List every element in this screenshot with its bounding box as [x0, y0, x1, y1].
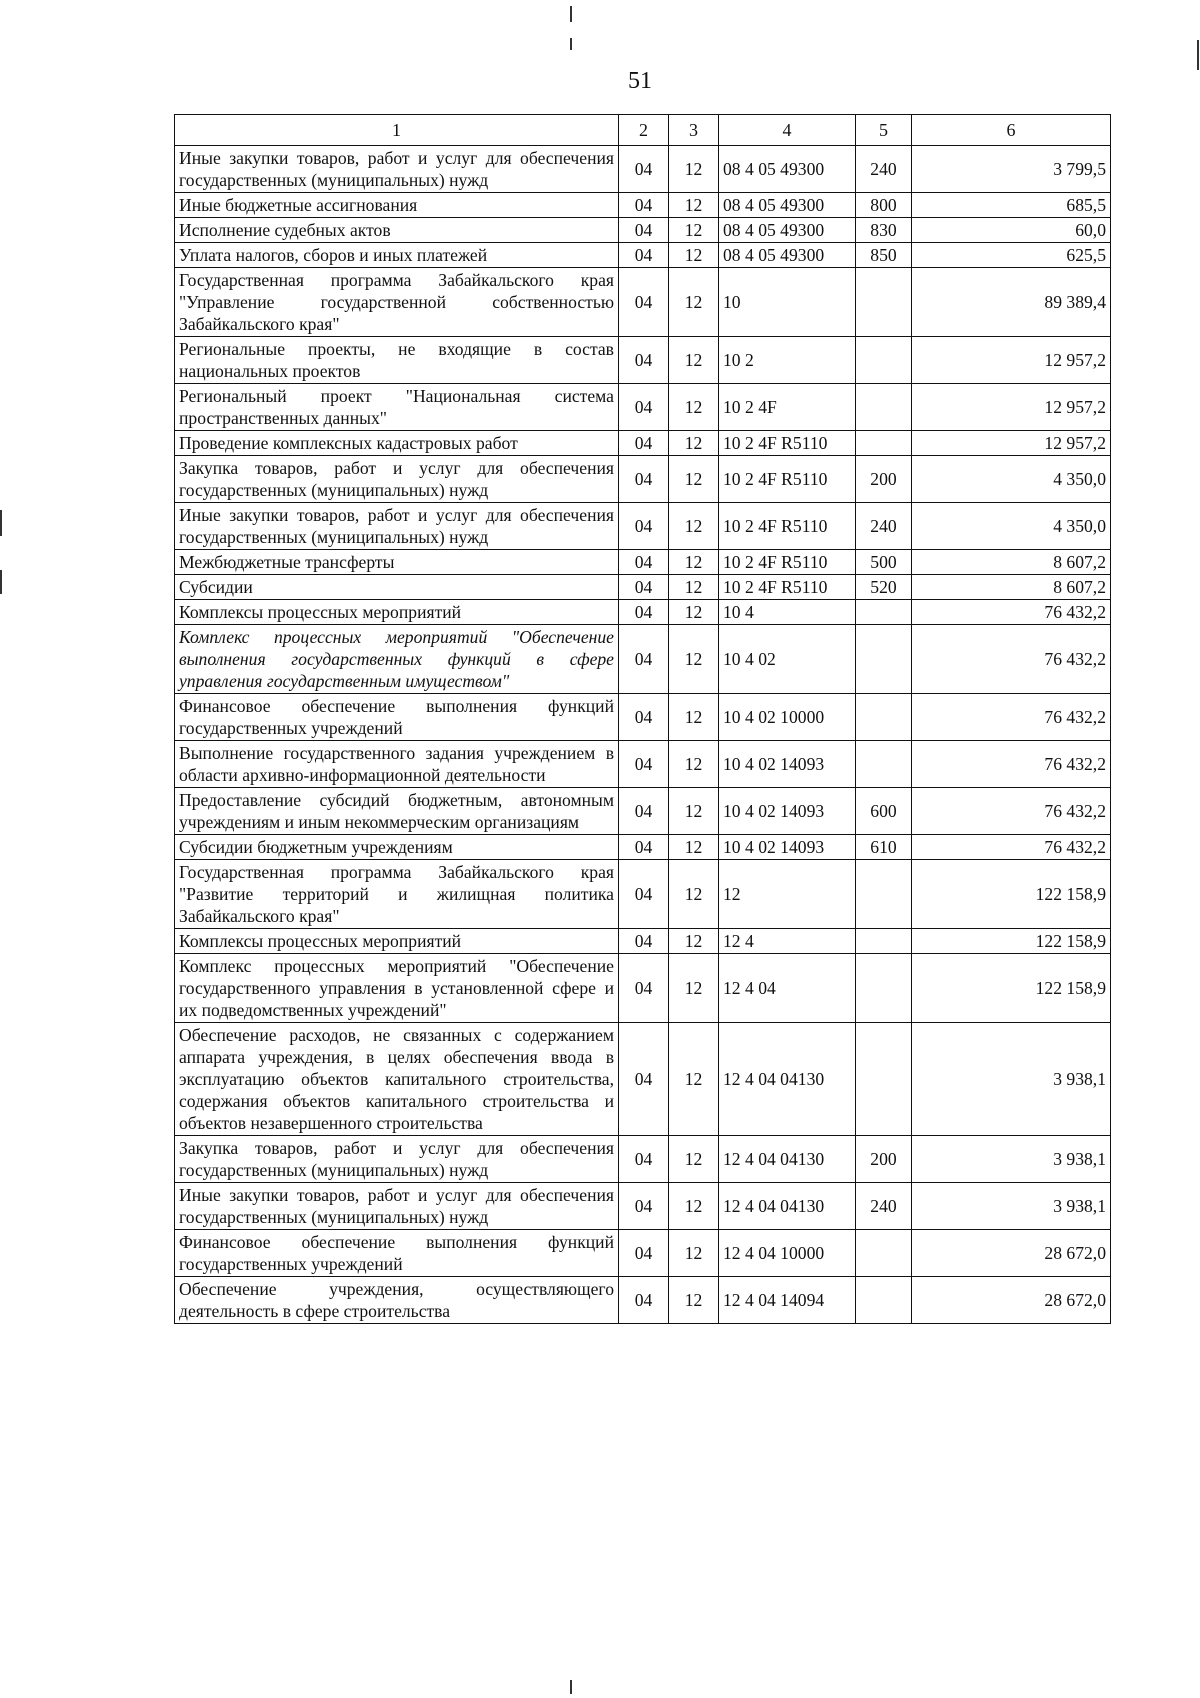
budget-table: [174, 114, 1111, 1324]
row-name-cell: Субсидии: [175, 575, 619, 600]
row-name-cell: Субсидии бюджетным учреждениям: [175, 835, 619, 860]
table-row: [175, 1230, 1111, 1277]
row-name-cell: Иные закупки товаров, работ и услуг для обеспечения государственных (муниципальных) нужд: [175, 146, 619, 193]
row-name-cell: Государственная программа Забайкальского края "Развитие территорий и жилищная политика Забайкальского края": [175, 860, 619, 929]
section-code-cell: 04: [619, 268, 669, 337]
table-row: [175, 575, 1111, 600]
table-row: [175, 1183, 1111, 1230]
table-row: [175, 929, 1111, 954]
expense-type-cell: [856, 1023, 912, 1136]
section-code-cell: 04: [619, 788, 669, 835]
header-col-6: 6: [912, 115, 1111, 146]
page-number: 51: [628, 68, 652, 94]
amount-cell: 4 350,0: [912, 456, 1111, 503]
table-row: [175, 268, 1111, 337]
target-article-cell: 12 4: [719, 929, 856, 954]
target-article-cell: 10 2 4F: [719, 384, 856, 431]
table-row: [175, 550, 1111, 575]
target-article-cell: 10 4 02 14093: [719, 835, 856, 860]
target-article-cell: 10 2: [719, 337, 856, 384]
section-code-cell: 04: [619, 1277, 669, 1324]
amount-cell: 28 672,0: [912, 1230, 1111, 1277]
row-name-cell: Обеспечение учреждения, осуществляющего деятельность в сфере строительства: [175, 1277, 619, 1324]
table-row: [175, 193, 1111, 218]
row-name-cell: Финансовое обеспечение выполнения функций государственных учреждений: [175, 694, 619, 741]
amount-cell: 12 957,2: [912, 431, 1111, 456]
subsection-code-cell: 12: [669, 600, 719, 625]
target-article-cell: 12 4 04 14094: [719, 1277, 856, 1324]
table-row: [175, 788, 1111, 835]
subsection-code-cell: 12: [669, 243, 719, 268]
target-article-cell: 10 2 4F R5110: [719, 575, 856, 600]
subsection-code-cell: 12: [669, 741, 719, 788]
section-code-cell: 04: [619, 431, 669, 456]
expense-type-cell: 200: [856, 1136, 912, 1183]
section-code-cell: 04: [619, 384, 669, 431]
target-article-cell: 12: [719, 860, 856, 929]
amount-cell: 76 432,2: [912, 625, 1111, 694]
row-name-cell: Комплексы процессных мероприятий: [175, 929, 619, 954]
expense-type-cell: [856, 268, 912, 337]
target-article-cell: 10 4: [719, 600, 856, 625]
target-article-cell: 10 4 02 10000: [719, 694, 856, 741]
amount-cell: 12 957,2: [912, 337, 1111, 384]
section-code-cell: 04: [619, 625, 669, 694]
section-code-cell: 04: [619, 860, 669, 929]
expense-type-cell: 830: [856, 218, 912, 243]
table-row: [175, 337, 1111, 384]
amount-cell: 3 799,5: [912, 146, 1111, 193]
expense-type-cell: 520: [856, 575, 912, 600]
subsection-code-cell: 12: [669, 456, 719, 503]
expense-type-cell: [856, 954, 912, 1023]
target-article-cell: 10 4 02 14093: [719, 788, 856, 835]
amount-cell: 76 432,2: [912, 835, 1111, 860]
subsection-code-cell: 12: [669, 1136, 719, 1183]
table-row: [175, 243, 1111, 268]
section-code-cell: 04: [619, 741, 669, 788]
target-article-cell: 10 2 4F R5110: [719, 456, 856, 503]
expense-type-cell: 800: [856, 193, 912, 218]
amount-cell: 8 607,2: [912, 550, 1111, 575]
expense-type-cell: 610: [856, 835, 912, 860]
table-header-row: [175, 115, 1111, 146]
amount-cell: 685,5: [912, 193, 1111, 218]
amount-cell: 4 350,0: [912, 503, 1111, 550]
subsection-code-cell: 12: [669, 503, 719, 550]
amount-cell: 625,5: [912, 243, 1111, 268]
row-name-cell: Иные бюджетные ассигнования: [175, 193, 619, 218]
scan-mark-right: [1197, 40, 1199, 70]
row-name-cell: Комплекс процессных мероприятий "Обеспечение государственного управления в установленной сфере и их подведомственных учреждений": [175, 954, 619, 1023]
target-article-cell: 08 4 05 49300: [719, 146, 856, 193]
row-name-cell: Выполнение государственного задания учреждением в области архивно-информационной деятельности: [175, 741, 619, 788]
subsection-code-cell: 12: [669, 431, 719, 456]
section-code-cell: 04: [619, 337, 669, 384]
scan-mark-left-2: [0, 570, 2, 594]
table-row: [175, 625, 1111, 694]
table-row: [175, 860, 1111, 929]
table-row: [175, 146, 1111, 193]
amount-cell: 8 607,2: [912, 575, 1111, 600]
target-article-cell: 10 4 02 14093: [719, 741, 856, 788]
row-name-cell: Исполнение судебных актов: [175, 218, 619, 243]
section-code-cell: 04: [619, 694, 669, 741]
target-article-cell: 12 4 04 04130: [719, 1136, 856, 1183]
expense-type-cell: [856, 625, 912, 694]
expense-type-cell: 850: [856, 243, 912, 268]
section-code-cell: 04: [619, 929, 669, 954]
table-row: [175, 741, 1111, 788]
amount-cell: 3 938,1: [912, 1023, 1111, 1136]
amount-cell: 3 938,1: [912, 1136, 1111, 1183]
amount-cell: 89 389,4: [912, 268, 1111, 337]
target-article-cell: 10 2 4F R5110: [719, 503, 856, 550]
target-article-cell: 10 2 4F R5110: [719, 431, 856, 456]
row-name-cell: Государственная программа Забайкальского края "Управление государственной собственностью Забайкальского края": [175, 268, 619, 337]
row-name-cell: Региональный проект "Национальная система пространственных данных": [175, 384, 619, 431]
header-col-5: 5: [856, 115, 912, 146]
section-code-cell: 04: [619, 146, 669, 193]
table-row: [175, 835, 1111, 860]
subsection-code-cell: 12: [669, 550, 719, 575]
amount-cell: 76 432,2: [912, 741, 1111, 788]
subsection-code-cell: 12: [669, 694, 719, 741]
table-row: [175, 1136, 1111, 1183]
section-code-cell: 04: [619, 1183, 669, 1230]
table-row: [175, 1023, 1111, 1136]
subsection-code-cell: 12: [669, 929, 719, 954]
header-col-1: 1: [175, 115, 619, 146]
target-article-cell: 10 2 4F R5110: [719, 550, 856, 575]
target-article-cell: 12 4 04: [719, 954, 856, 1023]
table-row: [175, 218, 1111, 243]
row-name-cell: Комплексы процессных мероприятий: [175, 600, 619, 625]
table-row: [175, 954, 1111, 1023]
subsection-code-cell: 12: [669, 1230, 719, 1277]
amount-cell: 122 158,9: [912, 954, 1111, 1023]
expense-type-cell: [856, 384, 912, 431]
scan-mark-bottom: [570, 1680, 572, 1694]
subsection-code-cell: 12: [669, 384, 719, 431]
target-article-cell: 08 4 05 49300: [719, 243, 856, 268]
header-col-4: 4: [719, 115, 856, 146]
row-name-cell: Межбюджетные трансферты: [175, 550, 619, 575]
expense-type-cell: 240: [856, 1183, 912, 1230]
expense-type-cell: 240: [856, 503, 912, 550]
section-code-cell: 04: [619, 218, 669, 243]
row-name-cell: Уплата налогов, сборов и иных платежей: [175, 243, 619, 268]
subsection-code-cell: 12: [669, 268, 719, 337]
amount-cell: 122 158,9: [912, 860, 1111, 929]
amount-cell: 76 432,2: [912, 788, 1111, 835]
amount-cell: 28 672,0: [912, 1277, 1111, 1324]
row-name-cell: Комплекс процессных мероприятий "Обеспечение выполнения государственных функций в сфере управления государственным имуществом": [175, 625, 619, 694]
subsection-code-cell: 12: [669, 1277, 719, 1324]
row-name-cell: Закупка товаров, работ и услуг для обеспечения государственных (муниципальных) нужд: [175, 456, 619, 503]
subsection-code-cell: 12: [669, 337, 719, 384]
row-name-cell: Региональные проекты, не входящие в состав национальных проектов: [175, 337, 619, 384]
target-article-cell: 12 4 04 04130: [719, 1023, 856, 1136]
amount-cell: 3 938,1: [912, 1183, 1111, 1230]
row-name-cell: Обеспечение расходов, не связанных с содержанием аппарата учреждения, в целях обеспечения ввода в эксплуатацию объектов капитального строительства, содержания объектов капитального строительства и объектов незавершенного строительства: [175, 1023, 619, 1136]
expense-type-cell: [856, 1230, 912, 1277]
row-name-cell: Иные закупки товаров, работ и услуг для обеспечения государственных (муниципальных) нужд: [175, 503, 619, 550]
table-body: [175, 146, 1111, 1324]
expense-type-cell: [856, 431, 912, 456]
subsection-code-cell: 12: [669, 625, 719, 694]
section-code-cell: 04: [619, 1230, 669, 1277]
expense-type-cell: 500: [856, 550, 912, 575]
row-name-cell: Проведение комплексных кадастровых работ: [175, 431, 619, 456]
expense-type-cell: [856, 694, 912, 741]
amount-cell: 76 432,2: [912, 694, 1111, 741]
expense-type-cell: [856, 1277, 912, 1324]
amount-cell: 60,0: [912, 218, 1111, 243]
section-code-cell: 04: [619, 456, 669, 503]
section-code-cell: 04: [619, 243, 669, 268]
subsection-code-cell: 12: [669, 1183, 719, 1230]
table-row: [175, 1277, 1111, 1324]
section-code-cell: 04: [619, 550, 669, 575]
subsection-code-cell: 12: [669, 835, 719, 860]
scan-mark-top-2: [570, 38, 572, 50]
expense-type-cell: [856, 741, 912, 788]
amount-cell: 122 158,9: [912, 929, 1111, 954]
target-article-cell: 08 4 05 49300: [719, 218, 856, 243]
subsection-code-cell: 12: [669, 146, 719, 193]
section-code-cell: 04: [619, 575, 669, 600]
target-article-cell: 08 4 05 49300: [719, 193, 856, 218]
expense-type-cell: [856, 337, 912, 384]
section-code-cell: 04: [619, 1023, 669, 1136]
section-code-cell: 04: [619, 835, 669, 860]
section-code-cell: 04: [619, 954, 669, 1023]
scan-mark-top: [570, 6, 572, 22]
subsection-code-cell: 12: [669, 218, 719, 243]
target-article-cell: 10 4 02: [719, 625, 856, 694]
table-row: [175, 600, 1111, 625]
subsection-code-cell: 12: [669, 193, 719, 218]
amount-cell: 76 432,2: [912, 600, 1111, 625]
row-name-cell: Предоставление субсидий бюджетным, автономным учреждениям и иным некоммерческим организациям: [175, 788, 619, 835]
amount-cell: 12 957,2: [912, 384, 1111, 431]
section-code-cell: 04: [619, 600, 669, 625]
expense-type-cell: 600: [856, 788, 912, 835]
target-article-cell: 12 4 04 04130: [719, 1183, 856, 1230]
header-col-2: 2: [619, 115, 669, 146]
table-row: [175, 503, 1111, 550]
target-article-cell: 10: [719, 268, 856, 337]
subsection-code-cell: 12: [669, 860, 719, 929]
table-row: [175, 384, 1111, 431]
expense-type-cell: 240: [856, 146, 912, 193]
row-name-cell: Иные закупки товаров, работ и услуг для обеспечения государственных (муниципальных) нужд: [175, 1183, 619, 1230]
table-row: [175, 456, 1111, 503]
subsection-code-cell: 12: [669, 575, 719, 600]
subsection-code-cell: 12: [669, 1023, 719, 1136]
header-col-3: 3: [669, 115, 719, 146]
row-name-cell: Финансовое обеспечение выполнения функций государственных учреждений: [175, 1230, 619, 1277]
expense-type-cell: [856, 929, 912, 954]
section-code-cell: 04: [619, 503, 669, 550]
expense-type-cell: 200: [856, 456, 912, 503]
subsection-code-cell: 12: [669, 954, 719, 1023]
table-row: [175, 431, 1111, 456]
scan-mark-left: [0, 510, 2, 536]
section-code-cell: 04: [619, 193, 669, 218]
table-row: [175, 694, 1111, 741]
section-code-cell: 04: [619, 1136, 669, 1183]
target-article-cell: 12 4 04 10000: [719, 1230, 856, 1277]
expense-type-cell: [856, 860, 912, 929]
subsection-code-cell: 12: [669, 788, 719, 835]
expense-type-cell: [856, 600, 912, 625]
row-name-cell: Закупка товаров, работ и услуг для обеспечения государственных (муниципальных) нужд: [175, 1136, 619, 1183]
